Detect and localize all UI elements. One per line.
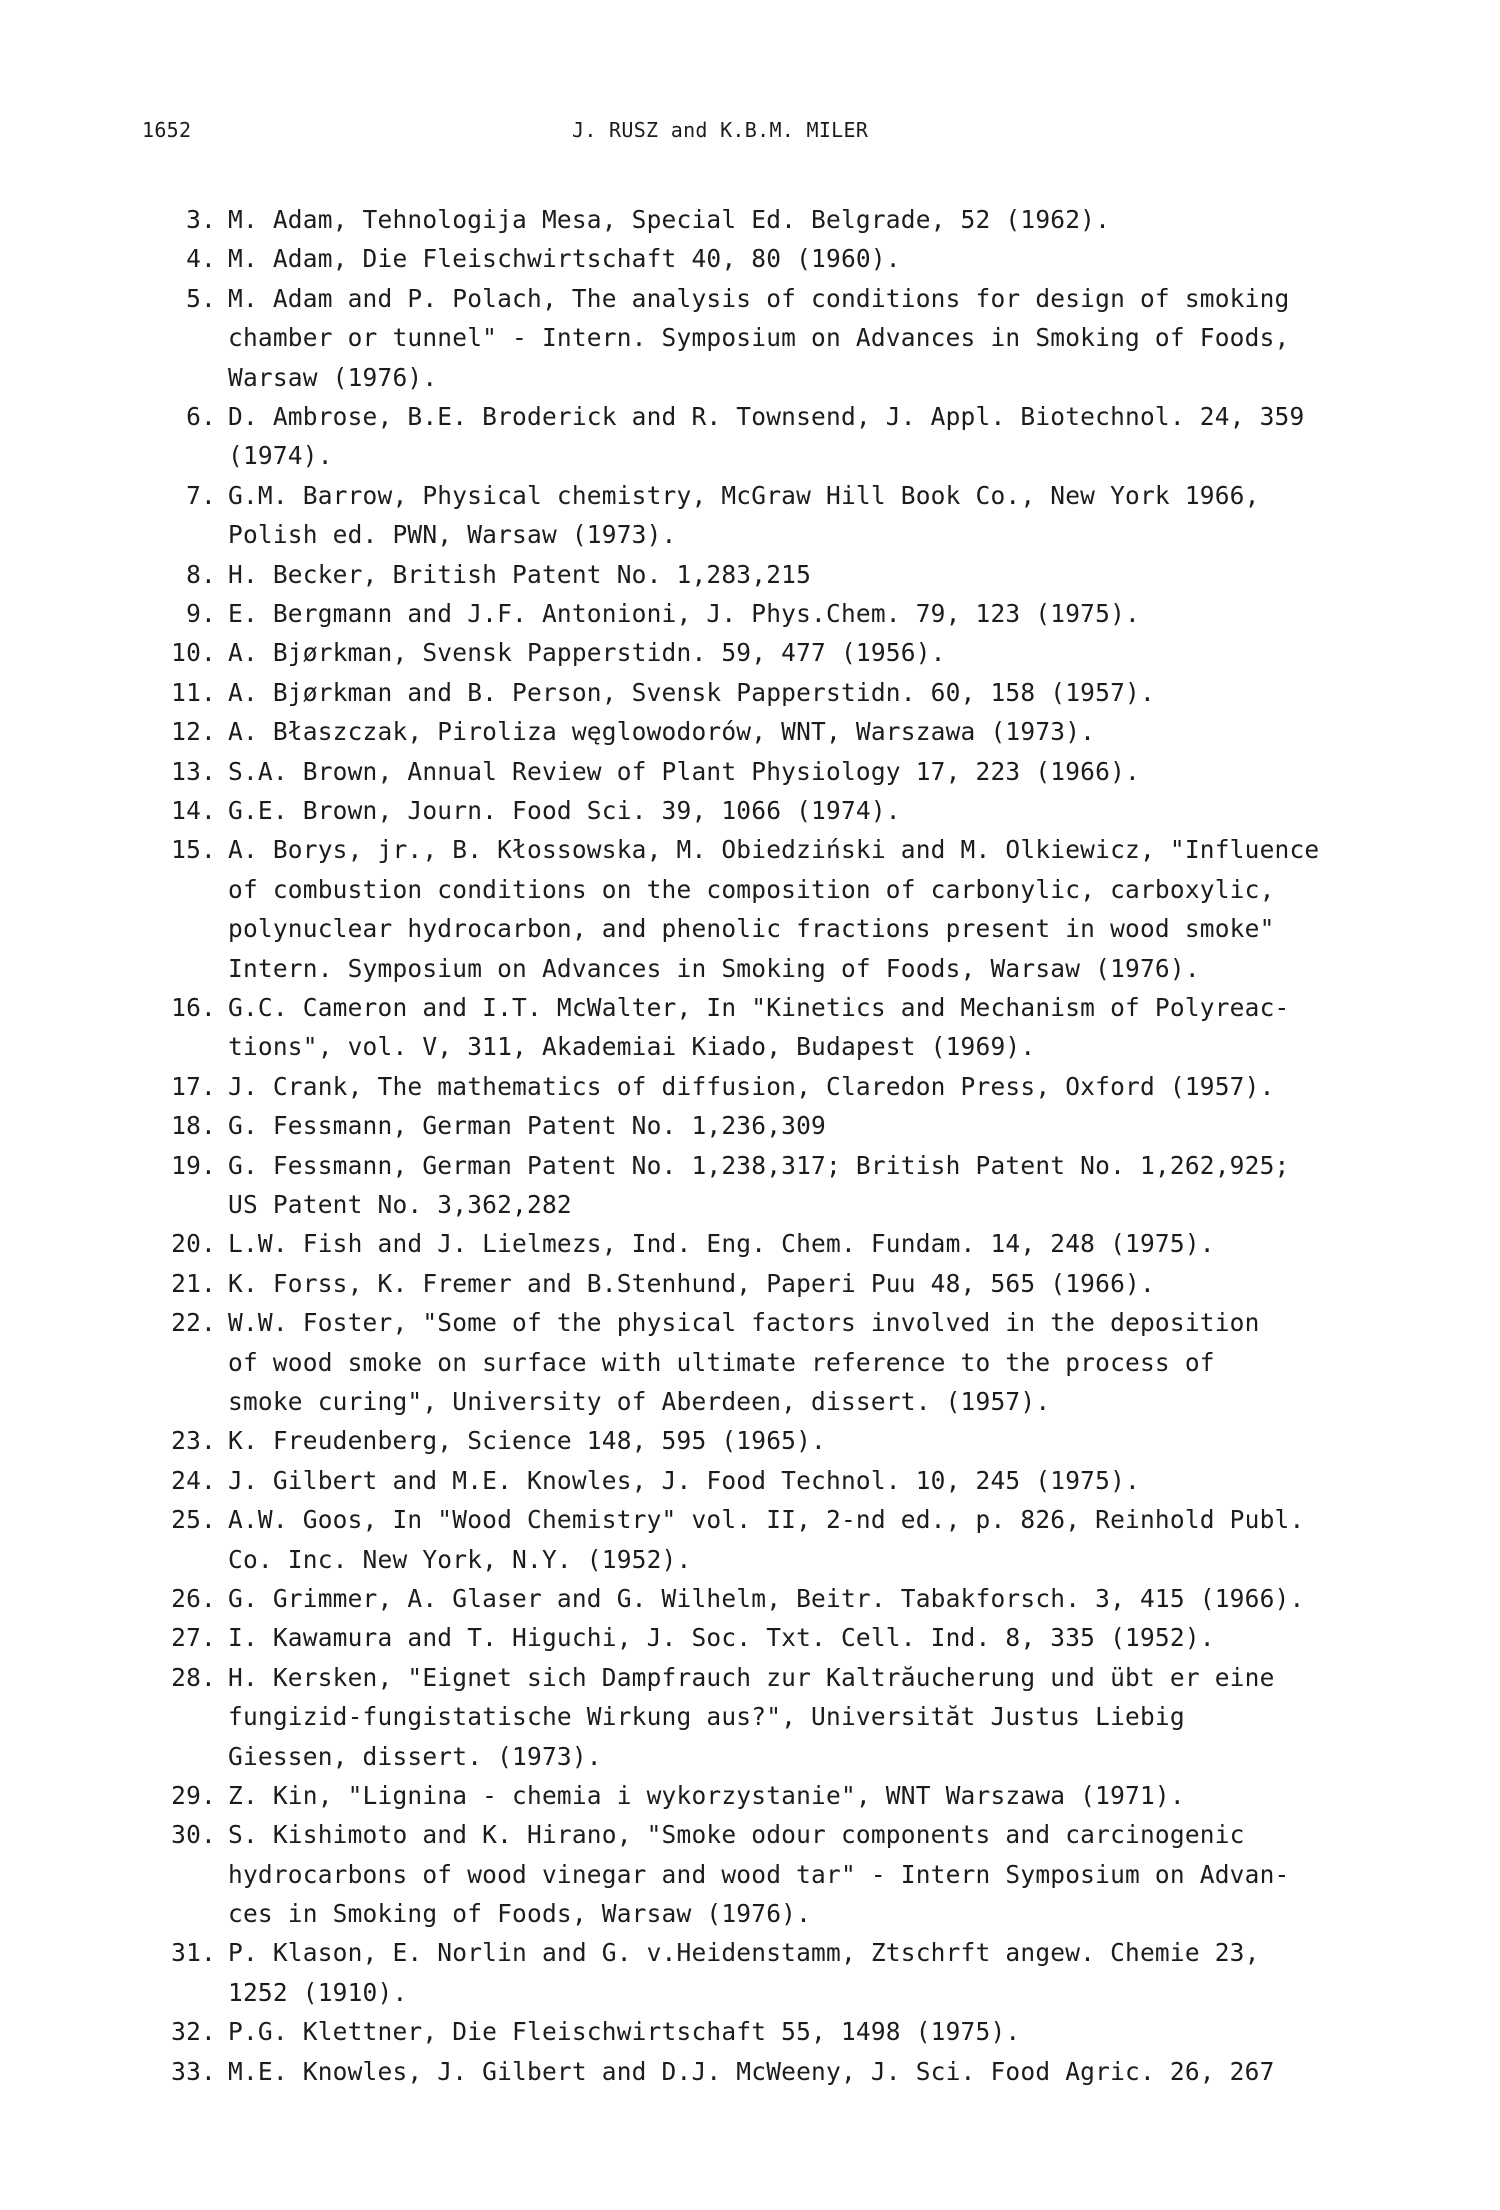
reference-text [228,712,1328,751]
reference-line: M. Adam, Die Fleischwirtschaft 40, 80 (1960). [228,244,901,274]
reference-number: 19. [171,1150,216,1180]
reference-line: Giessen, dissert. (1973). [228,1741,602,1771]
reference-text [228,1264,1328,1303]
reference-item [148,555,1348,594]
reference-number: 27. [171,1623,216,1653]
reference-line: hydrocarbons of wood vinegar and wood tar" - Intern Symposium on Advan- [228,1859,1290,1889]
reference-line: fungizid-fungistatische Wirkung aus?", Universităt Justus Liebig [228,1702,1185,1732]
reference-number: 10. [171,638,216,668]
reference-line: P. Klason, E. Norlin and G. v.Heidenstamm, Ztschrft angew. Chemie 23, [228,1938,1260,1968]
reference-item [148,988,1348,1067]
reference-text [228,555,1328,594]
reference-number: 26. [171,1583,216,1613]
reference-text [228,1776,1328,1815]
reference-item [148,1618,1348,1657]
reference-line: G. Fessmann, German Patent No. 1,236,309 [228,1111,827,1141]
reference-number: 29. [171,1780,216,1810]
reference-text [228,1500,1328,1579]
reference-item [148,239,1348,278]
reference-text [228,673,1328,712]
reference-line: Z. Kin, "Lignina - chemia i wykorzystanie", WNT Warszawa (1971). [228,1780,1185,1810]
reference-text [228,1146,1328,1225]
reference-item [148,200,1348,239]
reference-line: M.E. Knowles, J. Gilbert and D.J. McWeeny, J. Sci. Food Agric. 26, 267 [228,2056,1275,2086]
reference-line: W.W. Foster, "Some of the physical factors involved in the deposition [228,1308,1260,1338]
reference-item [148,2052,1348,2091]
reference-item [148,397,1348,476]
reference-line: A. Borys, jr., B. Kłossowska, M. Obiedziński and M. Olkiewicz, "Influence [228,835,1320,865]
reference-text [228,1106,1328,1145]
reference-text [228,2052,1328,2091]
reference-line: Warsaw (1976). [228,362,438,392]
reference-number: 33. [171,2056,216,2086]
reference-line: S.A. Brown, Annual Review of Plant Physiology 17, 223 (1966). [228,756,1140,786]
reference-line: S. Kishimoto and K. Hirano, "Smoke odour components and carcinogenic [228,1820,1245,1850]
reference-item [148,1658,1348,1776]
reference-line: of combustion conditions on the composition of carbonylic, carboxylic, [228,874,1275,904]
reference-text [228,1618,1328,1657]
reference-number: 3. [186,205,216,234]
reference-number: 7. [186,480,216,510]
reference-line: 1252 (1910). [228,1977,408,2007]
reference-item [148,673,1348,712]
reference-item [148,594,1348,633]
reference-item [148,2012,1348,2051]
reference-number: 15. [171,835,216,865]
reference-number: 17. [171,1071,216,1101]
reference-number: 28. [171,1662,216,1692]
reference-line: I. Kawamura and T. Higuchi, J. Soc. Txt. Cell. Ind. 8, 335 (1952). [228,1623,1215,1653]
reference-line: M. Adam and P. Polach, The analysis of conditions for design of smoking [228,283,1290,313]
reference-line: E. Bergmann and J.F. Antonioni, J. Phys.Chem. 79, 123 (1975). [228,598,1140,628]
reference-item [148,1815,1348,1933]
reference-item [148,1776,1348,1815]
reference-item [148,752,1348,791]
reference-text [228,1815,1328,1933]
reference-item [148,830,1348,988]
reference-number: 21. [171,1268,216,1298]
reference-line: US Patent No. 3,362,282 [228,1189,572,1219]
page-number: 1652 [142,118,192,142]
reference-item [148,1146,1348,1225]
reference-item [148,1264,1348,1303]
reference-text [228,633,1328,672]
reference-line: Polish ed. PWN, Warsaw (1973). [228,520,677,550]
reference-number: 9. [186,598,216,628]
reference-line: G.C. Cameron and I.T. McWalter, In "Kinetics and Mechanism of Polyreac- [228,992,1290,1022]
reference-item [148,1224,1348,1263]
reference-line: A. Błaszczak, Piroliza węglowodorów, WNT, Warszawa (1973). [228,717,1096,747]
reference-number: 13. [171,756,216,786]
reference-number: 24. [171,1465,216,1495]
reference-line: (1974). [228,441,333,471]
reference-line: Intern. Symposium on Advances in Smoking of Foods, Warsaw (1976). [228,953,1200,983]
reference-number: 25. [171,1505,216,1535]
reference-line: ces in Smoking of Foods, Warsaw (1976). [228,1899,812,1929]
reference-line: A.W. Goos, In "Wood Chemistry" vol. II, 2-nd ed., p. 826, Reinhold Publ. [228,1505,1305,1535]
reference-list [148,200,1348,2091]
reference-number: 16. [171,992,216,1022]
reference-item [148,712,1348,751]
reference-number: 5. [186,283,216,313]
reference-text [228,1067,1328,1106]
reference-line: smoke curing", University of Aberdeen, dissert. (1957). [228,1386,1051,1416]
reference-line: J. Crank, The mathematics of diffusion, Claredon Press, Oxford (1957). [228,1071,1275,1101]
reference-line: G.E. Brown, Journ. Food Sci. 39, 1066 (1974). [228,795,901,825]
reference-line: P.G. Klettner, Die Fleischwirtschaft 55, 1498 (1975). [228,2017,1021,2047]
reference-line: K. Freudenberg, Science 148, 595 (1965). [228,1426,827,1456]
reference-line: G. Fessmann, German Patent No. 1,238,317; British Patent No. 1,262,925; [228,1150,1290,1180]
reference-text [228,1303,1328,1421]
reference-item [148,791,1348,830]
running-head: J. RUSZ and K.B.M. MILER [572,118,869,142]
reference-number: 20. [171,1229,216,1259]
reference-text [228,200,1328,239]
reference-item [148,1500,1348,1579]
reference-item [148,633,1348,672]
reference-text [228,239,1328,278]
reference-text [228,988,1328,1067]
reference-line: polynuclear hydrocarbon, and phenolic fractions present in wood smoke" [228,914,1275,944]
reference-text [228,397,1328,476]
reference-line: K. Forss, K. Fremer and B.Stenhund, Paperi Puu 48, 565 (1966). [228,1268,1155,1298]
reference-item [148,1579,1348,1618]
reference-number: 18. [171,1111,216,1141]
reference-item [148,1461,1348,1500]
reference-text [228,476,1328,555]
reference-line: H. Becker, British Patent No. 1,283,215 [228,559,812,589]
reference-line: of wood smoke on surface with ultimate reference to the process of [228,1347,1215,1377]
reference-number: 31. [171,1938,216,1968]
reference-text [228,1933,1328,2012]
reference-item [148,1303,1348,1421]
reference-text [228,830,1328,988]
reference-number: 23. [171,1426,216,1456]
reference-line: A. Bjørkman and B. Person, Svensk Papperstidn. 60, 158 (1957). [228,677,1155,707]
reference-text [228,279,1328,397]
reference-line: A. Bjørkman, Svensk Papperstidn. 59, 477 (1956). [228,638,946,668]
reference-item [148,1106,1348,1145]
reference-number: 4. [186,244,216,274]
reference-item [148,1067,1348,1106]
reference-text [228,1658,1328,1776]
reference-line: Co. Inc. New York, N.Y. (1952). [228,1544,692,1574]
reference-number: 6. [186,401,216,431]
reference-line: G.M. Barrow, Physical chemistry, McGraw Hill Book Co., New York 1966, [228,480,1260,510]
reference-item [148,279,1348,397]
reference-line: G. Grimmer, A. Glaser and G. Wilhelm, Beitr. Tabakforsch. 3, 415 (1966). [228,1583,1305,1613]
reference-line: J. Gilbert and M.E. Knowles, J. Food Technol. 10, 245 (1975). [228,1465,1140,1495]
reference-text [228,752,1328,791]
reference-text [228,594,1328,633]
reference-number: 30. [171,1820,216,1850]
reference-number: 22. [171,1308,216,1338]
reference-line: H. Kersken, "Eignet sich Dampfrauch zur Kaltrăucherung und übt er eine [228,1662,1275,1692]
reference-line: D. Ambrose, B.E. Broderick and R. Townsend, J. Appl. Biotechnol. 24, 359 [228,401,1305,431]
reference-number: 14. [171,795,216,825]
reference-number: 32. [171,2017,216,2047]
reference-text [228,1579,1328,1618]
reference-line: chamber or tunnel" - Intern. Symposium on Advances in Smoking of Foods, [228,323,1290,353]
page-header [142,118,1342,148]
reference-number: 11. [171,677,216,707]
reference-item [148,1933,1348,2012]
reference-text [228,1421,1328,1460]
reference-line: M. Adam, Tehnologija Mesa, Special Ed. Belgrade, 52 (1962). [228,205,1111,234]
reference-number: 8. [186,559,216,589]
reference-line: tions", vol. V, 311, Akademiai Kiado, Budapest (1969). [228,1032,1036,1062]
reference-item [148,1421,1348,1460]
reference-item [148,476,1348,555]
reference-text [228,1224,1328,1263]
reference-text [228,2012,1328,2051]
reference-text [228,1461,1328,1500]
reference-line: L.W. Fish and J. Lielmezs, Ind. Eng. Chem. Fundam. 14, 248 (1975). [228,1229,1215,1259]
reference-number: 12. [171,717,216,747]
reference-text [228,791,1328,830]
